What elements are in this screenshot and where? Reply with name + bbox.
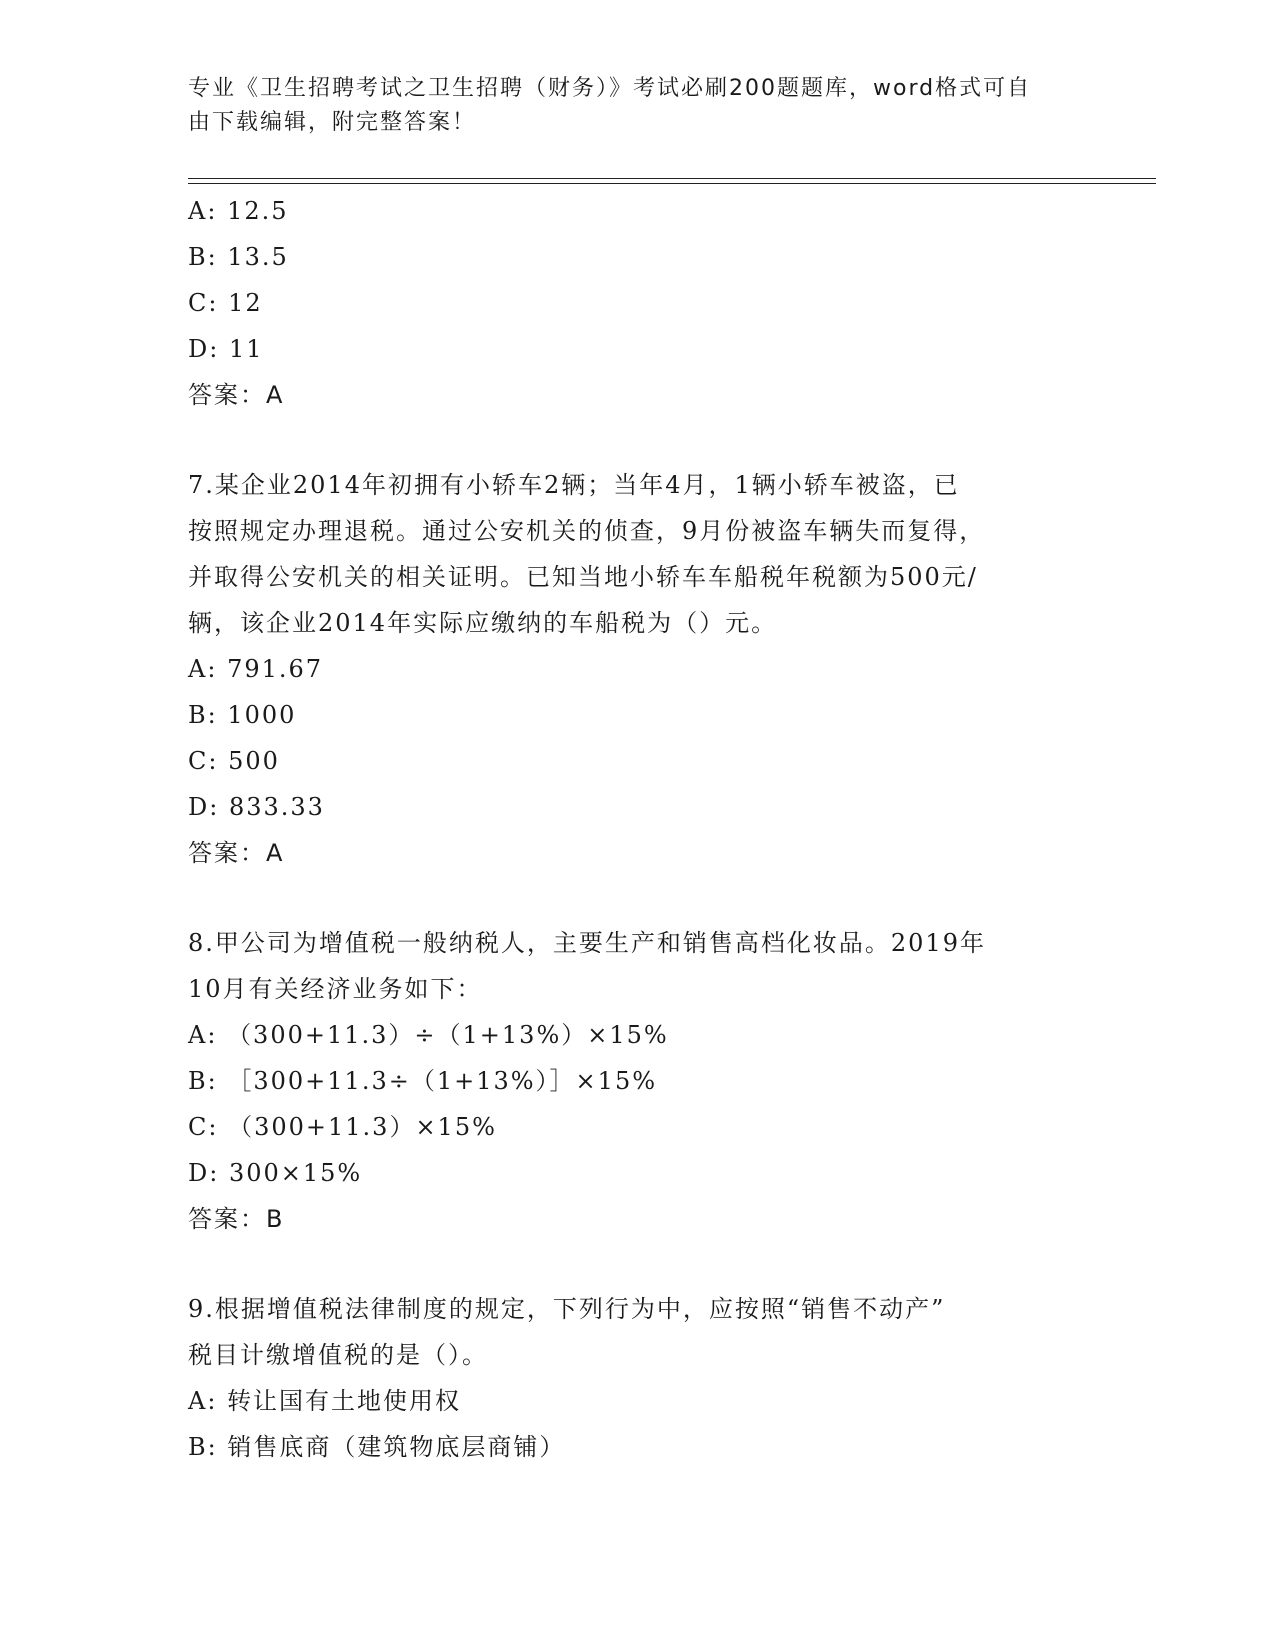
option-b: B: ［300+11.3÷（1+13%）］×15% bbox=[188, 1067, 658, 1095]
question-text-line: 9.根据增值税法律制度的规定，下列行为中，应按照“销售不动产” bbox=[188, 1295, 946, 1323]
option-d: D: 11 bbox=[188, 335, 264, 363]
question-text-line: 辆，该企业2014年实际应缴纳的车船税为（）元。 bbox=[188, 609, 778, 637]
option-b: B: 1000 bbox=[188, 701, 297, 729]
option-a: A: 转让国有土地使用权 bbox=[188, 1387, 462, 1415]
question-text-line: 7.某企业2014年初拥有小轿车2辆；当年4月，1辆小轿车被盗，已 bbox=[188, 471, 960, 499]
document-body bbox=[188, 188, 1088, 1470]
answer: 答案：B bbox=[188, 1205, 285, 1233]
document-header bbox=[188, 72, 1068, 140]
header-line-1: 专业《卫生招聘考试之卫生招聘（财务）》考试必刷200题题库，word格式可自 bbox=[188, 76, 1032, 101]
option-b: B: 销售底商（建筑物底层商铺） bbox=[188, 1433, 566, 1461]
option-d: D: 833.33 bbox=[188, 793, 325, 821]
option-c: C: （300+11.3）×15% bbox=[188, 1113, 497, 1141]
answer: 答案：A bbox=[188, 839, 285, 867]
option-c: C: 12 bbox=[188, 289, 263, 317]
question-7 bbox=[188, 462, 1088, 876]
header-rule-top bbox=[188, 178, 1156, 179]
option-a: A: 12.5 bbox=[188, 197, 289, 225]
option-d: D: 300×15% bbox=[188, 1159, 363, 1187]
question-text-line: 按照规定办理退税。通过公安机关的侦查，9月份被盗车辆失而复得， bbox=[188, 517, 986, 545]
option-a: A: 791.67 bbox=[188, 655, 324, 683]
question-text-line: 8.甲公司为增值税一般纳税人，主要生产和销售高档化妆品。2019年 bbox=[188, 929, 986, 957]
header-rule-bottom bbox=[188, 183, 1156, 184]
question-8 bbox=[188, 920, 1088, 1242]
answer: 答案：A bbox=[188, 381, 285, 409]
header-line-2: 由下载编辑，附完整答案！ bbox=[188, 110, 477, 135]
question-text-line: 税目计缴增值税的是（）。 bbox=[188, 1341, 488, 1369]
option-a: A: （300+11.3）÷（1+13%）×15% bbox=[188, 1021, 669, 1049]
question-text-line: 并取得公安机关的相关证明。已知当地小轿车车船税年税额为500元/ bbox=[188, 563, 978, 591]
option-c: C: 500 bbox=[188, 747, 280, 775]
question-6-continued bbox=[188, 188, 1088, 418]
question-9 bbox=[188, 1286, 1088, 1470]
question-text-line: 10月有关经济业务如下： bbox=[188, 975, 483, 1003]
option-b: B: 13.5 bbox=[188, 243, 289, 271]
